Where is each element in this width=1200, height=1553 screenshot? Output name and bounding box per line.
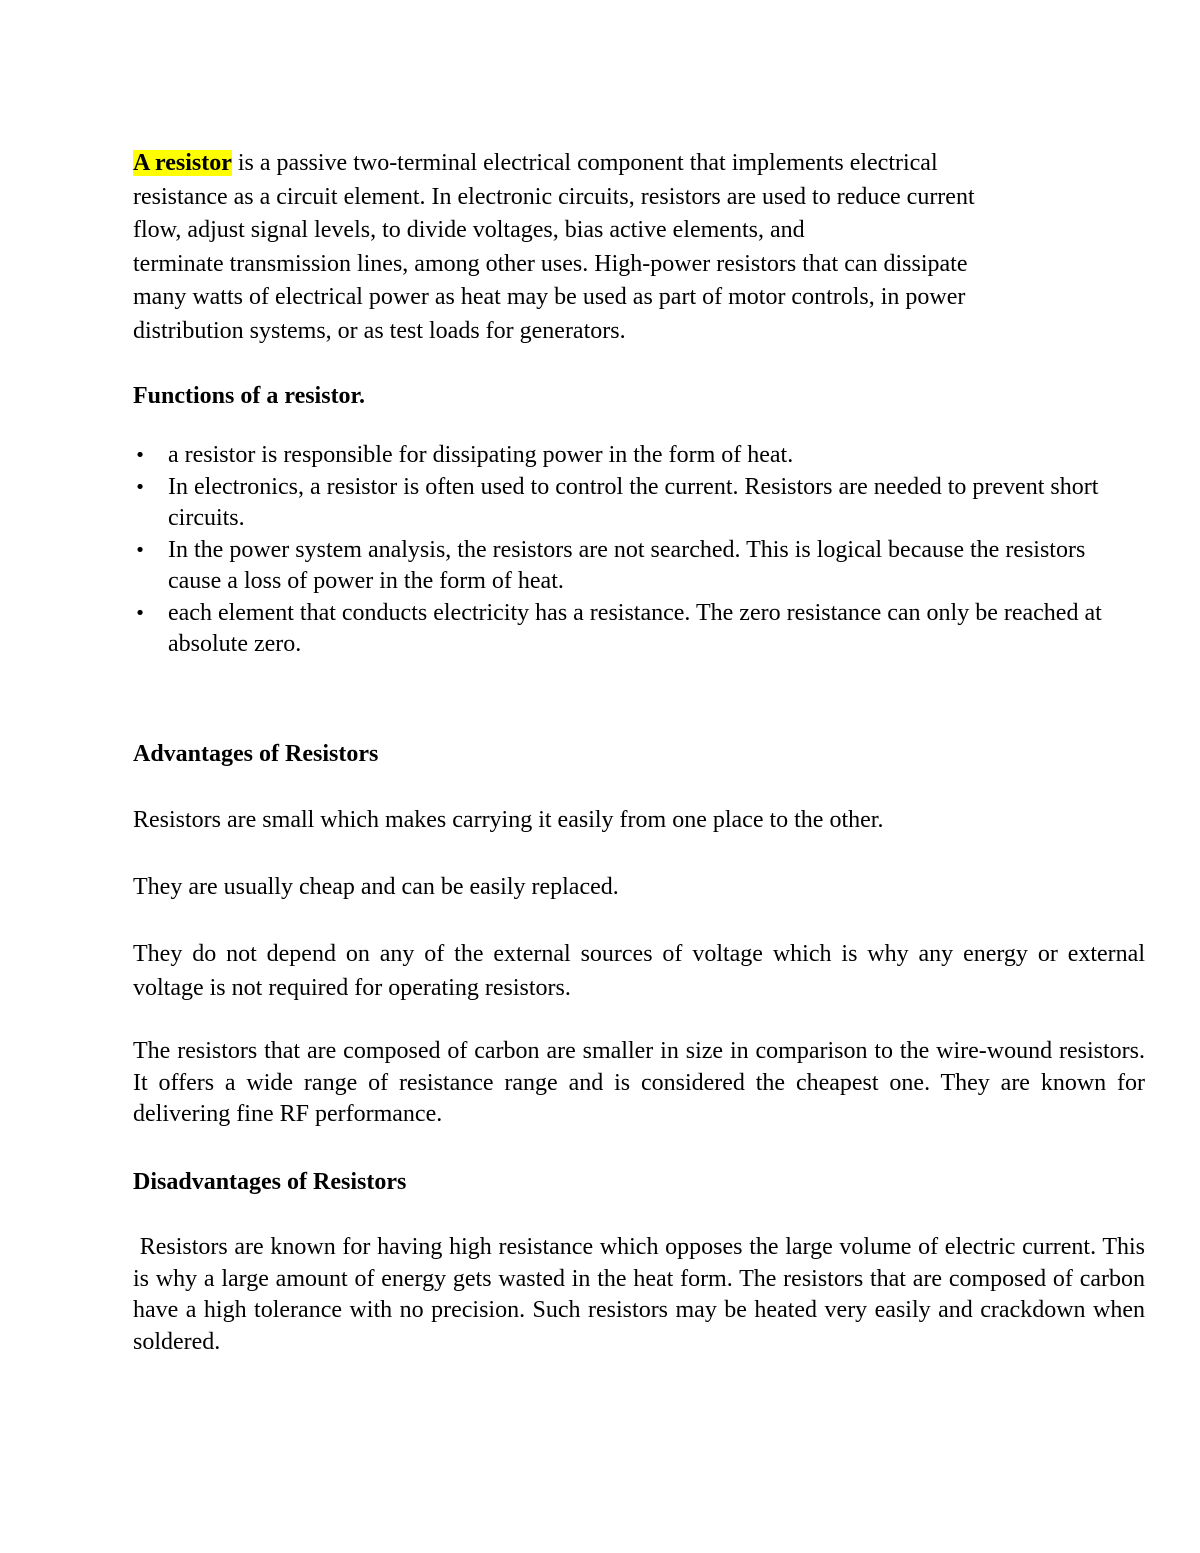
intro-line-3: flow, adjust signal levels, to divide voltages, bias active elements, and [133, 217, 805, 243]
advantages-paragraph-2: They are usually cheap and can be easily replaced. [133, 874, 619, 900]
functions-list [133, 440, 1113, 661]
intro-line-6: distribution systems, or as test loads for generators. [133, 317, 626, 344]
disadvantages-paragraph-1: Resistors are known for having high resistance which opposes the large volume of electric current. This is why a large amount of energy gets wasted in the heat form. The resistors that are composed of carbon have a high tolerance with no precision. Such resistors may be heated very easily and crackdown when soldered. [133, 1234, 1152, 1355]
intro-line-1-text: is a passive two-terminal electrical component that implements electrical [231, 150, 938, 176]
intro-line-2: resistance as a circuit element. In electronic circuits, resistors are used to reduce current [133, 183, 975, 210]
disadvantages-heading: Disadvantages of Resistors [133, 1169, 407, 1195]
bullet-icon: • [134, 602, 146, 624]
advantages-paragraph-3: They do not depend on any of the external sources of voltage which is why any energy or external voltage is not required for operating resistors. [133, 941, 1145, 1001]
bullet-icon: • [134, 539, 146, 561]
highlighted-term: A resistor [133, 150, 232, 176]
list-item [133, 472, 1113, 535]
bullet-icon: • [134, 476, 146, 498]
list-item [133, 535, 1113, 598]
intro-line-1 [133, 147, 1113, 181]
list-item [133, 598, 1113, 661]
list-item-text: each element that conducts electricity has a resistance. The zero resistance can only be reached at absolute zero. [168, 599, 1102, 657]
list-item-text: In the power system analysis, the resistors are not searched. This is logical because the resistors cause a loss of power in the form of heat. [168, 536, 1086, 594]
advantages-heading: Advantages of Resistors [133, 741, 379, 767]
advantages-paragraph-4: The resistors that are composed of carbon are smaller in size in comparison to the wire-wound resistors. It offers a wide range of resistance range and is considered the cheapest one. They are known for delivering fine RF performance. [133, 1038, 1145, 1127]
list-item-text: a resistor is responsible for dissipating power in the form of heat. [168, 442, 794, 468]
list-item [133, 440, 1113, 472]
intro-line-5: many watts of electrical power as heat may be used as part of motor controls, in power [133, 284, 966, 310]
bullet-icon: • [134, 445, 146, 466]
intro-line-4: terminate transmission lines, among other uses. High-power resistors that can dissipate [133, 250, 968, 277]
intro-paragraph [133, 147, 1113, 348]
list-item-text: In electronics, a resistor is often used to control the current. Resistors are needed to prevent short circuits. [168, 473, 1099, 531]
advantages-paragraph-1: Resistors are small which makes carrying it easily from one place to the other. [133, 807, 884, 833]
functions-heading: Functions of a resistor. [133, 383, 366, 409]
